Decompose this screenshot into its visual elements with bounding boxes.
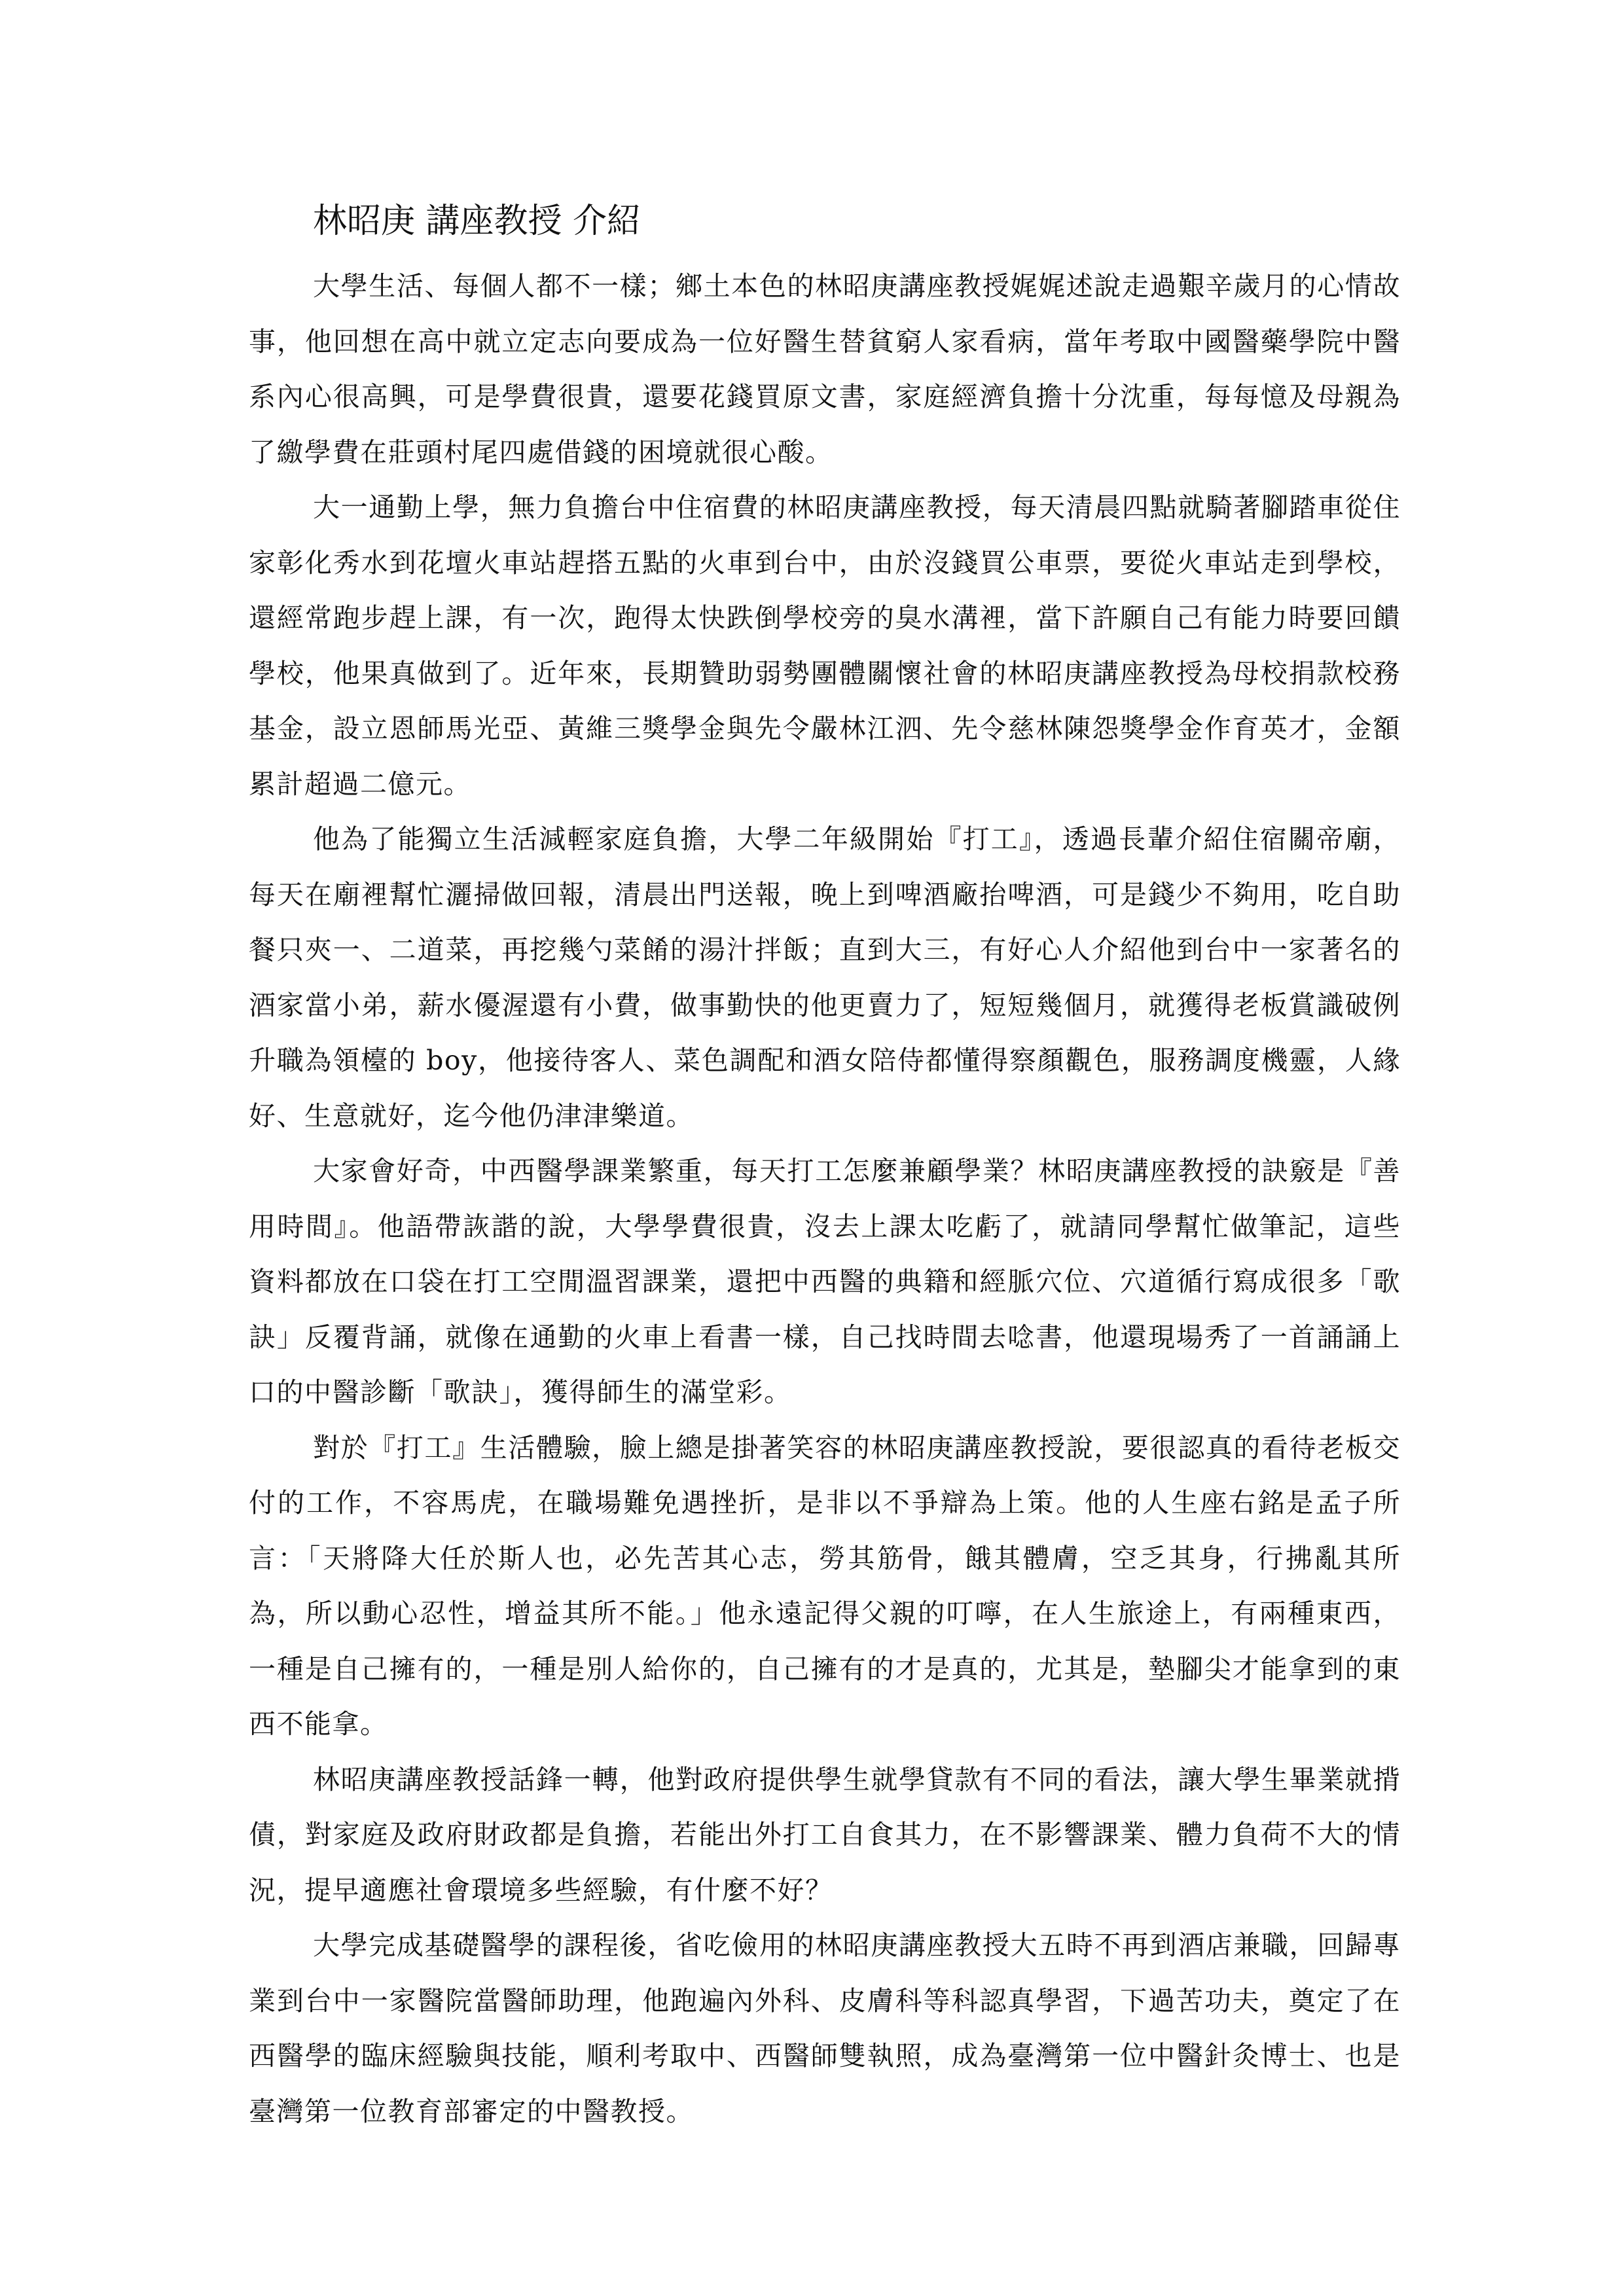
document-body [249,193,1401,2139]
paragraph-6: 林昭庚講座教授話鋒一轉，他對政府提供學生就學貸款有不同的看法，讓大學生畢業就揹債，對家庭及政府財政都是負擔，若能出外打工自食其力，在不影響課業、體力負荷不大的情況，提早適應社會環境多些經驗，有什麼不好？ [249,1763,1401,1906]
paragraph-1: 大學生活、每個人都不一樣；鄉土本色的林昭庚講座教授娓娓述說走過艱辛歲月的心情故事，他回想在高中就立定志向要成為一位好醫生替貧窮人家看病，當年考取中國醫藥學院中醫系內心很高興，可是學費很貴，還要花錢買原文書，家庭經濟負擔十分沈重，每每憶及母親為了繳學費在莊頭村尾四處借錢的困境就很心酸。 [249,270,1401,468]
paragraph-3: 他為了能獨立生活減輕家庭負擔，大學二年級開始『打工』，透過長輩介紹住宿關帝廟，每天在廟裡幫忙灑掃做回報，清晨出門送報，晚上到啤酒廠抬啤酒，可是錢少不夠用，吃自助餐只夾一、二道菜，再挖幾勺菜餚的湯汁拌飯；直到大三，有好心人介紹他到台中一家著名的酒家當小弟，薪水優渥還有小費，做事勤快的他更賣力了，短短幾個月，就獲得老板賞識破例升職為領檯的 boy，他接待客人、菜色調配和酒女陪侍都懂得察顏觀色，服務調度機靈，人緣好、生意就好，迄今他仍津津樂道。 [249,823,1401,1132]
paragraph-5: 對於『打工』生活體驗，臉上總是掛著笑容的林昭庚講座教授說，要很認真的看待老板交付的工作，不容馬虎，在職場難免遇挫折，是非以不爭辯為上策。他的人生座右銘是孟子所言：「天將降大任於斯人也，必先苦其心志，勞其筋骨，餓其體膚，空乏其身，行拂亂其所為，所以動心忍性，增益其所不能。」他永遠記得父親的叮嚀，在人生旅途上，有兩種東西，一種是自己擁有的，一種是別人給你的，自己擁有的才是真的，尤其是，墊腳尖才能拿到的東西不能拿。 [249,1431,1401,1740]
paragraph-4: 大家會好奇，中西醫學課業繁重，每天打工怎麼兼顧學業？林昭庚講座教授的訣竅是『善用時間』。他語帶詼諧的說，大學學費很貴，沒去上課太吃虧了，就請同學幫忙做筆記，這些資料都放在口袋在打工空閒溫習課業，還把中西醫的典籍和經脈穴位、穴道循行寫成很多「歌訣」反覆背誦，就像在通勤的火車上看書一樣，自己找時間去唸書，他還現場秀了一首誦誦上口的中醫診斷「歌訣」，獲得師生的滿堂彩。 [249,1155,1401,1408]
paragraph-7: 大學完成基礎醫學的課程後，省吃儉用的林昭庚講座教授大五時不再到酒店兼職，回歸專業到台中一家醫院當醫師助理，他跑遍內外科、皮膚科等科認真學習，下過苦功夫，奠定了在西醫學的臨床經驗與技能，順利考取中、西醫師雙執照，成為臺灣第一位中醫針灸博士、也是臺灣第一位教育部審定的中醫教授。 [249,1929,1401,2127]
document-title: 林昭庚 講座教授 介紹 [313,202,641,241]
paragraph-2: 大一通勤上學，無力負擔台中住宿費的林昭庚講座教授，每天清晨四點就騎著腳踏車從住家彰化秀水到花壇火車站趕搭五點的火車到台中，由於沒錢買公車票，要從火車站走到學校，還經常跑步趕上課，有一次，跑得太快跌倒學校旁的臭水溝裡，當下許願自己有能力時要回饋學校，他果真做到了。近年來，長期贊助弱勢團體關懷社會的林昭庚講座教授為母校捐款校務基金，設立恩師馬光亞、黃維三獎學金與先令嚴林江泗、先令慈林陳怨獎學金作育英才，金額累計超過二億元。 [249,492,1401,800]
